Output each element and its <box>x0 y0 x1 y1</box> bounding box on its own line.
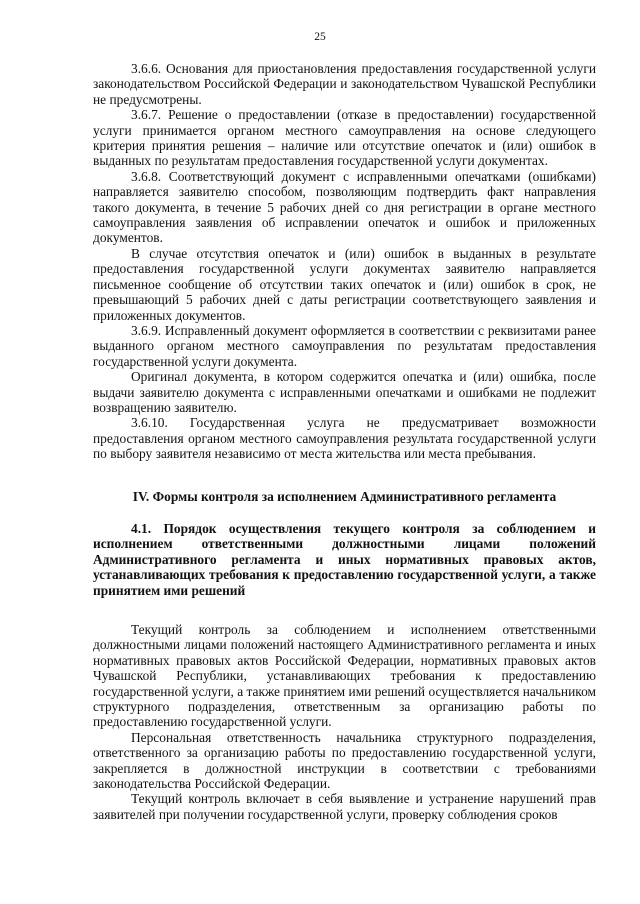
spacer <box>93 598 596 622</box>
paragraph-3-6-8: 3.6.8. Соответствующий документ с исправленными опечатками (ошибками) направляется заявителю способом, позволяющим подтвердить факт направления такого документа, в течение 5 рабочих дней со дня регистрации в органе местного самоуправления заявления об исправлении опечаток и ошибок и приложенных документов. <box>93 168 596 246</box>
document-body <box>93 61 596 822</box>
paragraph-no-errors: В случае отсутствия опечаток и (или) ошибок в выданных в результате предоставления государственной услуги документах заявителю направляется письменное сообщение об отсутствии таких опечаток и (или) ошибок в срок, не превышающий 5 рабочих дней с даты регистрации соответствующего заявления и приложенных документов. <box>93 245 596 323</box>
paragraph-3-6-7: 3.6.7. Решение о предоставлении (отказе в предоставлении) государственной услуги принимается органом местного самоуправления на основе следующего критерия принятия решения – наличие или отсутствие опечаток и (или) ошибок в выданных по результатам предоставления государственной услуги документах. <box>93 107 596 169</box>
paragraph-personal-responsibility: Персональная ответственность начальника структурного подразделения, ответственного за организацию работы по предоставлению государственной услуги, закрепляется в должностной инструкции в соответствии с требованиями законодательства Российской Федерации. <box>93 729 596 792</box>
paragraph-3-6-10: 3.6.10. Государственная услуга не предусматривает возможности предоставления органом местного самоуправления результата государственной услуги по выбору заявителя независимо от места жительства или места пребывания. <box>93 415 596 462</box>
paragraph-current-control: Текущий контроль за соблюдением и исполнением ответственными должностными лицами положений настоящего Административного регламента и иных нормативных правовых актов Российской Федерации, нормативных правовых актов Чувашской Республики, устанавливающих требования к предоставлению государственной услуги, а также принятием ими решений осуществляется начальником структурного подразделения, ответственным за организацию работы по предоставлению государственной услуги. <box>93 622 596 730</box>
section-heading-iv: IV. Формы контроля за исполнением Административного регламента <box>132 488 557 504</box>
page-number: 25 <box>314 31 326 43</box>
paragraph-original-document: Оригинал документа, в котором содержится опечатка и (или) ошибка, после выдачи заявителю документа с исправленными опечатками и ошибками не подлежит возвращению заявителю. <box>93 369 596 415</box>
subsection-heading-4-1: 4.1. Порядок осуществления текущего контроля за соблюдением и исполнением ответственными должностными лицами положений Административного регламента и иных нормативных правовых актов, устанавливающих требования к предоставлению государственной услуги, а также принятием ими решений <box>93 520 596 598</box>
paragraph-3-6-6: 3.6.6. Основания для приостановления предоставления государственной услуги законодательством Российской Федерации и законодательством Чувашской Республики не предусмотрены. <box>93 61 596 107</box>
paragraph-control-includes: Текущий контроль включает в себя выявление и устранение нарушений прав заявителей при получении государственной услуги, проверку соблюдения сроков <box>93 791 596 822</box>
paragraph-3-6-9: 3.6.9. Исправленный документ оформляется в соответствии с реквизитами ранее выданного органом местного самоуправления по результатам предоставления государственной услуги документа. <box>93 322 596 369</box>
